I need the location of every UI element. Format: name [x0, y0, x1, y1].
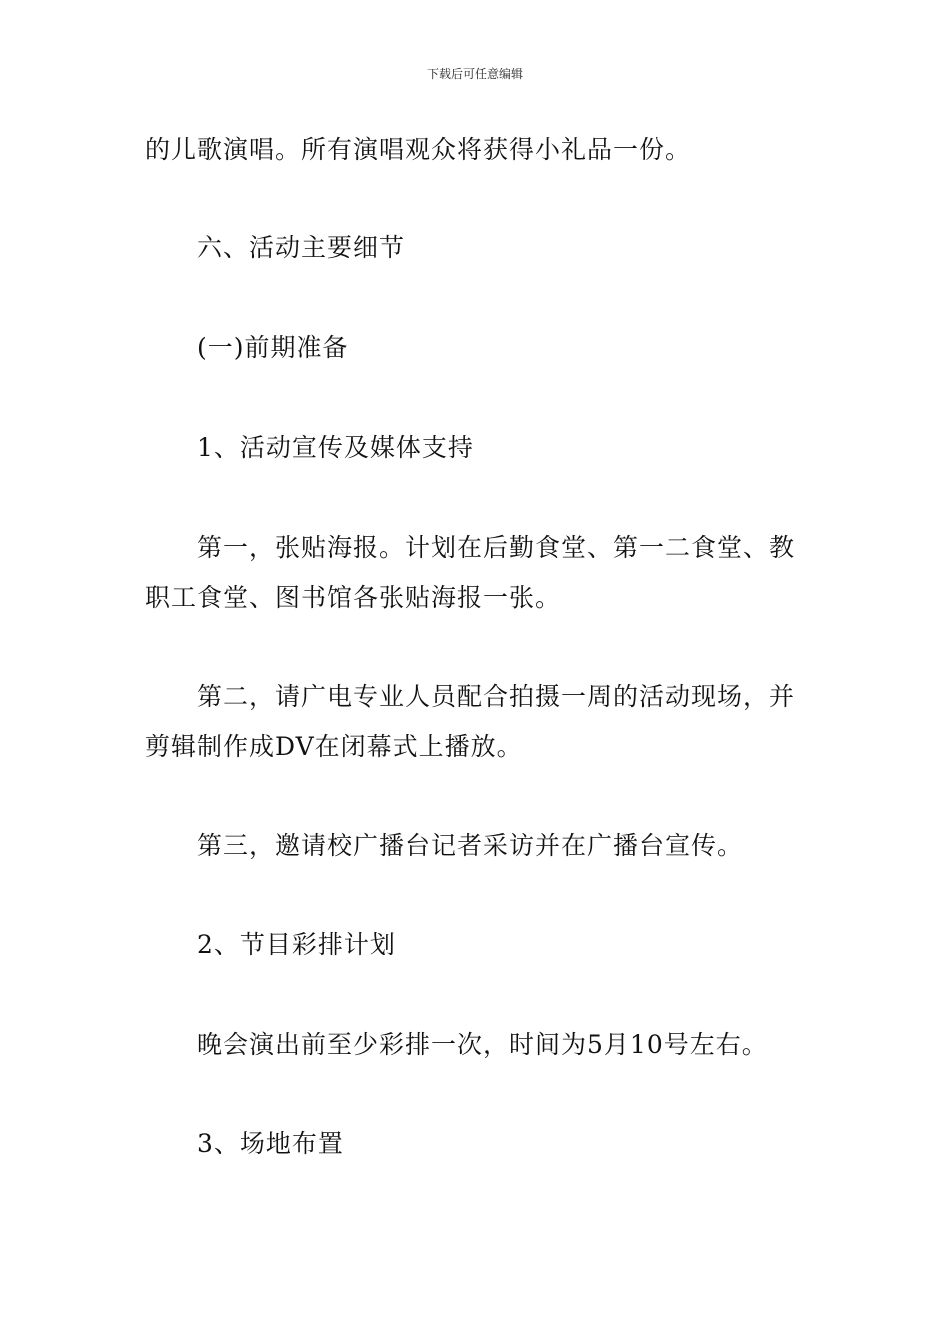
item-heading: 2、节目彩排计划: [197, 930, 396, 959]
item-heading: 1、活动宣传及媒体支持: [197, 433, 474, 462]
section-heading: 六、活动主要细节: [197, 233, 406, 262]
paragraph-line: 第三，邀请校广播台记者采访并在广播台宣传。: [197, 831, 744, 860]
page-header-note: 下载后可任意编辑: [426, 67, 523, 81]
item-heading: 3、场地布置: [197, 1129, 344, 1158]
paragraph-line: 第一，张贴海报。计划在后勤食堂、第一二食堂、教: [197, 533, 796, 562]
paragraph-line: 职工食堂、图书馆各张贴海报一张。: [145, 583, 562, 612]
subsection-heading: (一)前期准备: [197, 333, 349, 362]
paragraph-line: 晚会演出前至少彩排一次，时间为5月10号左右。: [197, 1030, 768, 1059]
paragraph-line: 的儿歌演唱。所有演唱观众将获得小礼品一份。: [145, 135, 692, 164]
paragraph-line: 第二，请广电专业人员配合拍摄一周的活动现场，并: [197, 682, 796, 711]
paragraph-line: 剪辑制作成DV在闭幕式上播放。: [145, 732, 523, 761]
